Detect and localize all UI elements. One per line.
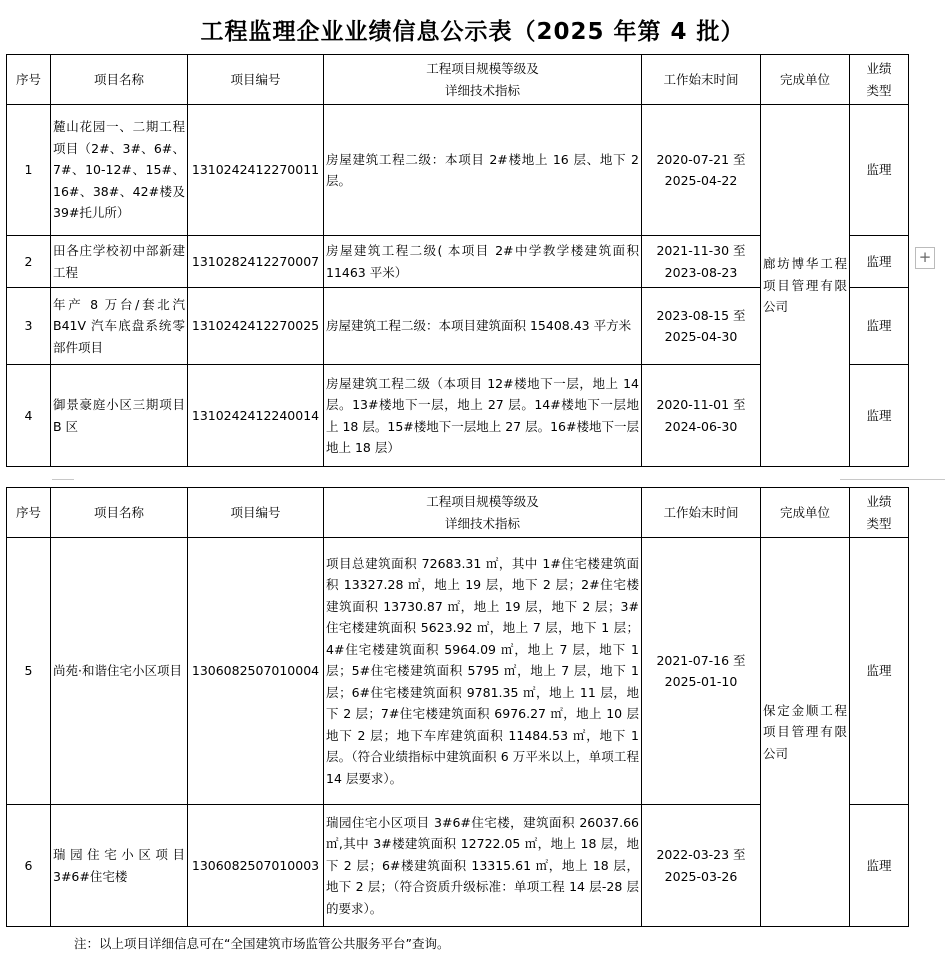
performance-table-1	[6, 54, 909, 467]
row-project-code: 1306082507010004	[188, 538, 324, 805]
header-type-line1: 业绩	[866, 61, 892, 76]
row-seq: 3	[7, 288, 51, 365]
header-company: 完成单位	[761, 55, 850, 105]
row-spec: 房屋建筑工程二级：本项目建筑面积 15408.43 平方米	[324, 288, 642, 365]
row-seq: 1	[7, 105, 51, 236]
row-start: 2022-03-23 至	[656, 847, 746, 862]
row-project-code: 1310282412270007	[188, 236, 324, 288]
header-name: 项目名称	[51, 488, 188, 538]
row-end: 2024-06-30	[664, 418, 738, 434]
row-start: 2021-07-16 至	[656, 652, 746, 668]
header-type-line2: 类型	[866, 515, 892, 531]
header-type	[850, 488, 909, 538]
row-period	[642, 105, 761, 236]
row-spec: 房屋建筑工程二级：本项目 2#楼地上 16 层、地下 2 层。	[324, 105, 642, 236]
row-start: 2023-08-15 至	[656, 307, 746, 323]
header-spec	[324, 55, 642, 105]
row-spec: 房屋建筑工程二级（本项目 12#楼地下一层，地上 14 层。13#楼地下一层，地上 27 层。14#楼地下一层地上 18 层。15#楼地下一层地上 27 层。16#楼地下一层地上 18 层）	[324, 365, 642, 467]
row-end: 2025-04-22	[664, 173, 738, 188]
row-start: 2021-11-30 至	[656, 243, 746, 258]
footnote: 注：以上项目详细信息可在“全国建筑市场监管公共服务平台”查询。	[74, 936, 450, 951]
row-seq: 5	[7, 538, 51, 805]
add-row-button[interactable]: +	[915, 247, 935, 269]
header-spec-line2: 详细技术指标	[444, 515, 520, 531]
row-type: 监理	[850, 288, 909, 365]
header-company: 完成单位	[761, 488, 850, 538]
header-type	[850, 55, 909, 105]
row-company: 廊坊博华工程项目管理有限公司	[761, 105, 850, 467]
header-spec-line2: 详细技术指标	[444, 82, 520, 98]
row-period	[642, 538, 761, 805]
row-project-name: 田各庄学校初中部新建工程	[51, 236, 188, 288]
row-project-name: 尚苑·和谐住宅小区项目	[51, 538, 188, 805]
row-project-name: 年产 8 万台/套北汽 B41V 汽车底盘系统零部件项目	[51, 288, 188, 365]
row-period	[642, 236, 761, 288]
row-seq: 6	[7, 805, 51, 927]
row-project-name: 瑞园住宅小区项目 3#6#住宅楼	[51, 805, 188, 927]
header-type-line1: 业绩	[866, 494, 892, 509]
header-spec-line1: 工程项目规模等级及	[426, 494, 539, 509]
row-project-code: 1310242412240014	[188, 365, 324, 467]
row-end: 2025-03-26	[664, 868, 738, 884]
row-spec: 项目总建筑面积 72683.31 ㎡，其中 1#住宅楼建筑面积 13327.28 ㎡，地上 19 层，地下 2 层；2#住宅楼建筑面积 13730.87 ㎡，地上 19 层，地下 2 层；3#住宅楼建筑面积 5623.92 ㎡，地上 7 层，地下 1 层；4#住宅楼建筑面积 5964.09 ㎡，地上 7 层，地下 1 层；5#住宅楼建筑面积 5795 ㎡，地上 7 层，地下 1 层；6#住宅楼建筑面积 9781.35 ㎡，地上 11 层，地下 2 层；7#住宅楼建筑面积 6976.27 ㎡，地上 10 层 地下 2 层；地下车库建筑面积 11484.53 ㎡，地下 1 层。（符合业绩指标中建筑面积 6 万平米以上，单项工程 14 层要求）。	[324, 538, 642, 805]
header-spec	[324, 488, 642, 538]
table-header-row	[7, 488, 909, 538]
row-project-name: 御景豪庭小区三期项目 B 区	[51, 365, 188, 467]
header-code: 项目编号	[188, 55, 324, 105]
header-code: 项目编号	[188, 488, 324, 538]
row-end: 2025-04-30	[664, 329, 738, 344]
row-company: 保定金顺工程项目管理有限公司	[761, 538, 850, 927]
row-seq: 4	[7, 365, 51, 467]
row-type: 监理	[850, 236, 909, 288]
page-title: 工程监理企业业绩信息公示表（2025 年第 4 批）	[200, 19, 745, 45]
row-start: 2020-11-01 至	[656, 397, 746, 412]
row-period	[642, 805, 761, 927]
row-end: 2025-01-10	[664, 674, 738, 689]
header-spec-line1: 工程项目规模等级及	[426, 61, 539, 76]
table-header-row	[7, 55, 909, 105]
row-type: 监理	[850, 805, 909, 927]
page-break-mark	[840, 479, 945, 480]
header-period: 工作始末时间	[642, 55, 761, 105]
page-break-mark	[52, 479, 74, 480]
row-project-code: 1310242412270011	[188, 105, 324, 236]
performance-table-2	[6, 487, 909, 927]
row-start: 2020-07-21 至	[656, 151, 746, 167]
header-type-line2: 类型	[866, 82, 892, 98]
header-seq: 序号	[7, 55, 51, 105]
row-spec: 房屋建筑工程二级( 本项目 2#中学教学楼建筑面积 11463 平米）	[324, 236, 642, 288]
row-period	[642, 365, 761, 467]
row-type: 监理	[850, 105, 909, 236]
row-spec: 瑞园住宅小区项目 3#6#住宅楼，建筑面积 26037.66 ㎡,其中 3#楼建筑面积 12722.05 ㎡，地上 18 层，地下 2 层；6#楼建筑面积 13315.61 ㎡，地上 18 层，地下 2 层；（符合资质升级标准：单项工程 14 层-28 层的要求）。	[324, 805, 642, 927]
row-type: 监理	[850, 538, 909, 805]
table-row	[7, 538, 909, 805]
row-type: 监理	[850, 365, 909, 467]
header-name: 项目名称	[51, 55, 188, 105]
row-project-code: 1306082507010003	[188, 805, 324, 927]
row-project-name: 麓山花园一、二期工程项目（2#、3#、6#、7#、10-12#、15#、16#、38#、42#楼及39#托儿所）	[51, 105, 188, 236]
row-end: 2023-08-23	[664, 264, 738, 280]
row-period	[642, 288, 761, 365]
table-row	[7, 105, 909, 236]
row-project-code: 1310242412270025	[188, 288, 324, 365]
header-period: 工作始末时间	[642, 488, 761, 538]
header-seq: 序号	[7, 488, 51, 538]
row-seq: 2	[7, 236, 51, 288]
